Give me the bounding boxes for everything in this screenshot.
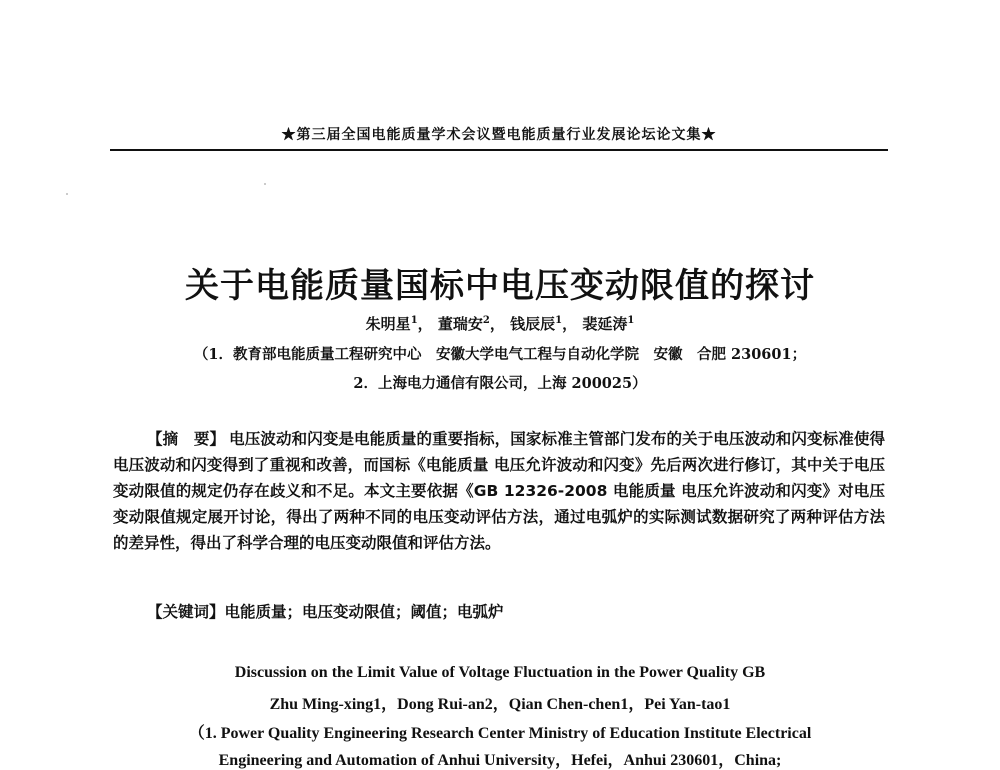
author-list: 朱明星$^1$， 董瑞安$^2$， 钱辰辰$^1$， 裴延涛$^1$ [365, 315, 635, 333]
abstract [113, 426, 885, 556]
english-title: Discussion on the Limit Value of Voltage Fluctuation in the Power Quality GB [234, 664, 766, 681]
author-affil-mark: 2 [482, 315, 490, 326]
english-affiliation-line-2: Engineering and Automation of Anhui University，Hefei，Anhui 230601，China; [218, 752, 782, 769]
author-affil-mark: 1 [410, 315, 418, 326]
keywords [147, 600, 887, 622]
keywords-label: 【关键词】 [147, 603, 225, 621]
abstract-label: 【摘 要】 [147, 430, 226, 448]
author-name: 董瑞安 [437, 315, 483, 333]
author-name: 朱明星 [365, 315, 411, 333]
keywords-text: 电能质量；电压变动限值；阈值；电弧炉 [224, 603, 504, 621]
english-affiliation-line-1: （1. Power Quality Engineering Research Center Ministry of Education Institute Electrical [188, 725, 812, 742]
running-header: ★第三届全国电能质量学术会议暨电能质量行业发展论坛论文集★ [281, 127, 717, 143]
scan-speck [66, 193, 68, 195]
affiliation-line-2: 2．上海电力通信有限公司，上海 200025） [353, 375, 647, 392]
scan-speck [264, 183, 266, 185]
paper-title: 关于电能质量国标中电压变动限值的探讨 [185, 266, 815, 306]
author-name: 钱辰辰 [510, 315, 556, 333]
abstract-text: 电压波动和闪变是电能质量的重要指标，国家标准主管部门发布的关于电压波动和闪变标准使得电压波动和闪变得到了重视和改善，而国标《电能质量 电压允许波动和闪变》先后两次进行修订，其中关于电压变动限值的规定仍存在歧义和不足。本文主要依据《GB 12326-2008 电能质量 电压允许波动和闪变》对电压变动限值规定展开讨论，得出了两种不同的电压变动评估方法，通过电弧炉的实际测试数据研究了两种评估方法的差异性，得出了科学合理的电压变动限值和评估方法。 [113, 430, 885, 552]
author-affil-mark: 1 [627, 315, 635, 326]
header-rule [110, 149, 888, 151]
affiliation-line-1: （1．教育部电能质量工程研究中心 安徽大学电气工程与自动化学院 安徽 合肥 230601； [193, 346, 807, 363]
author-name: 裴延涛 [582, 315, 628, 333]
author-affil-mark: 1 [555, 315, 563, 326]
english-authors: Zhu Ming-xing1，Dong Rui-an2，Qian Chen-chen1，Pei Yan-tao1 [269, 696, 731, 713]
